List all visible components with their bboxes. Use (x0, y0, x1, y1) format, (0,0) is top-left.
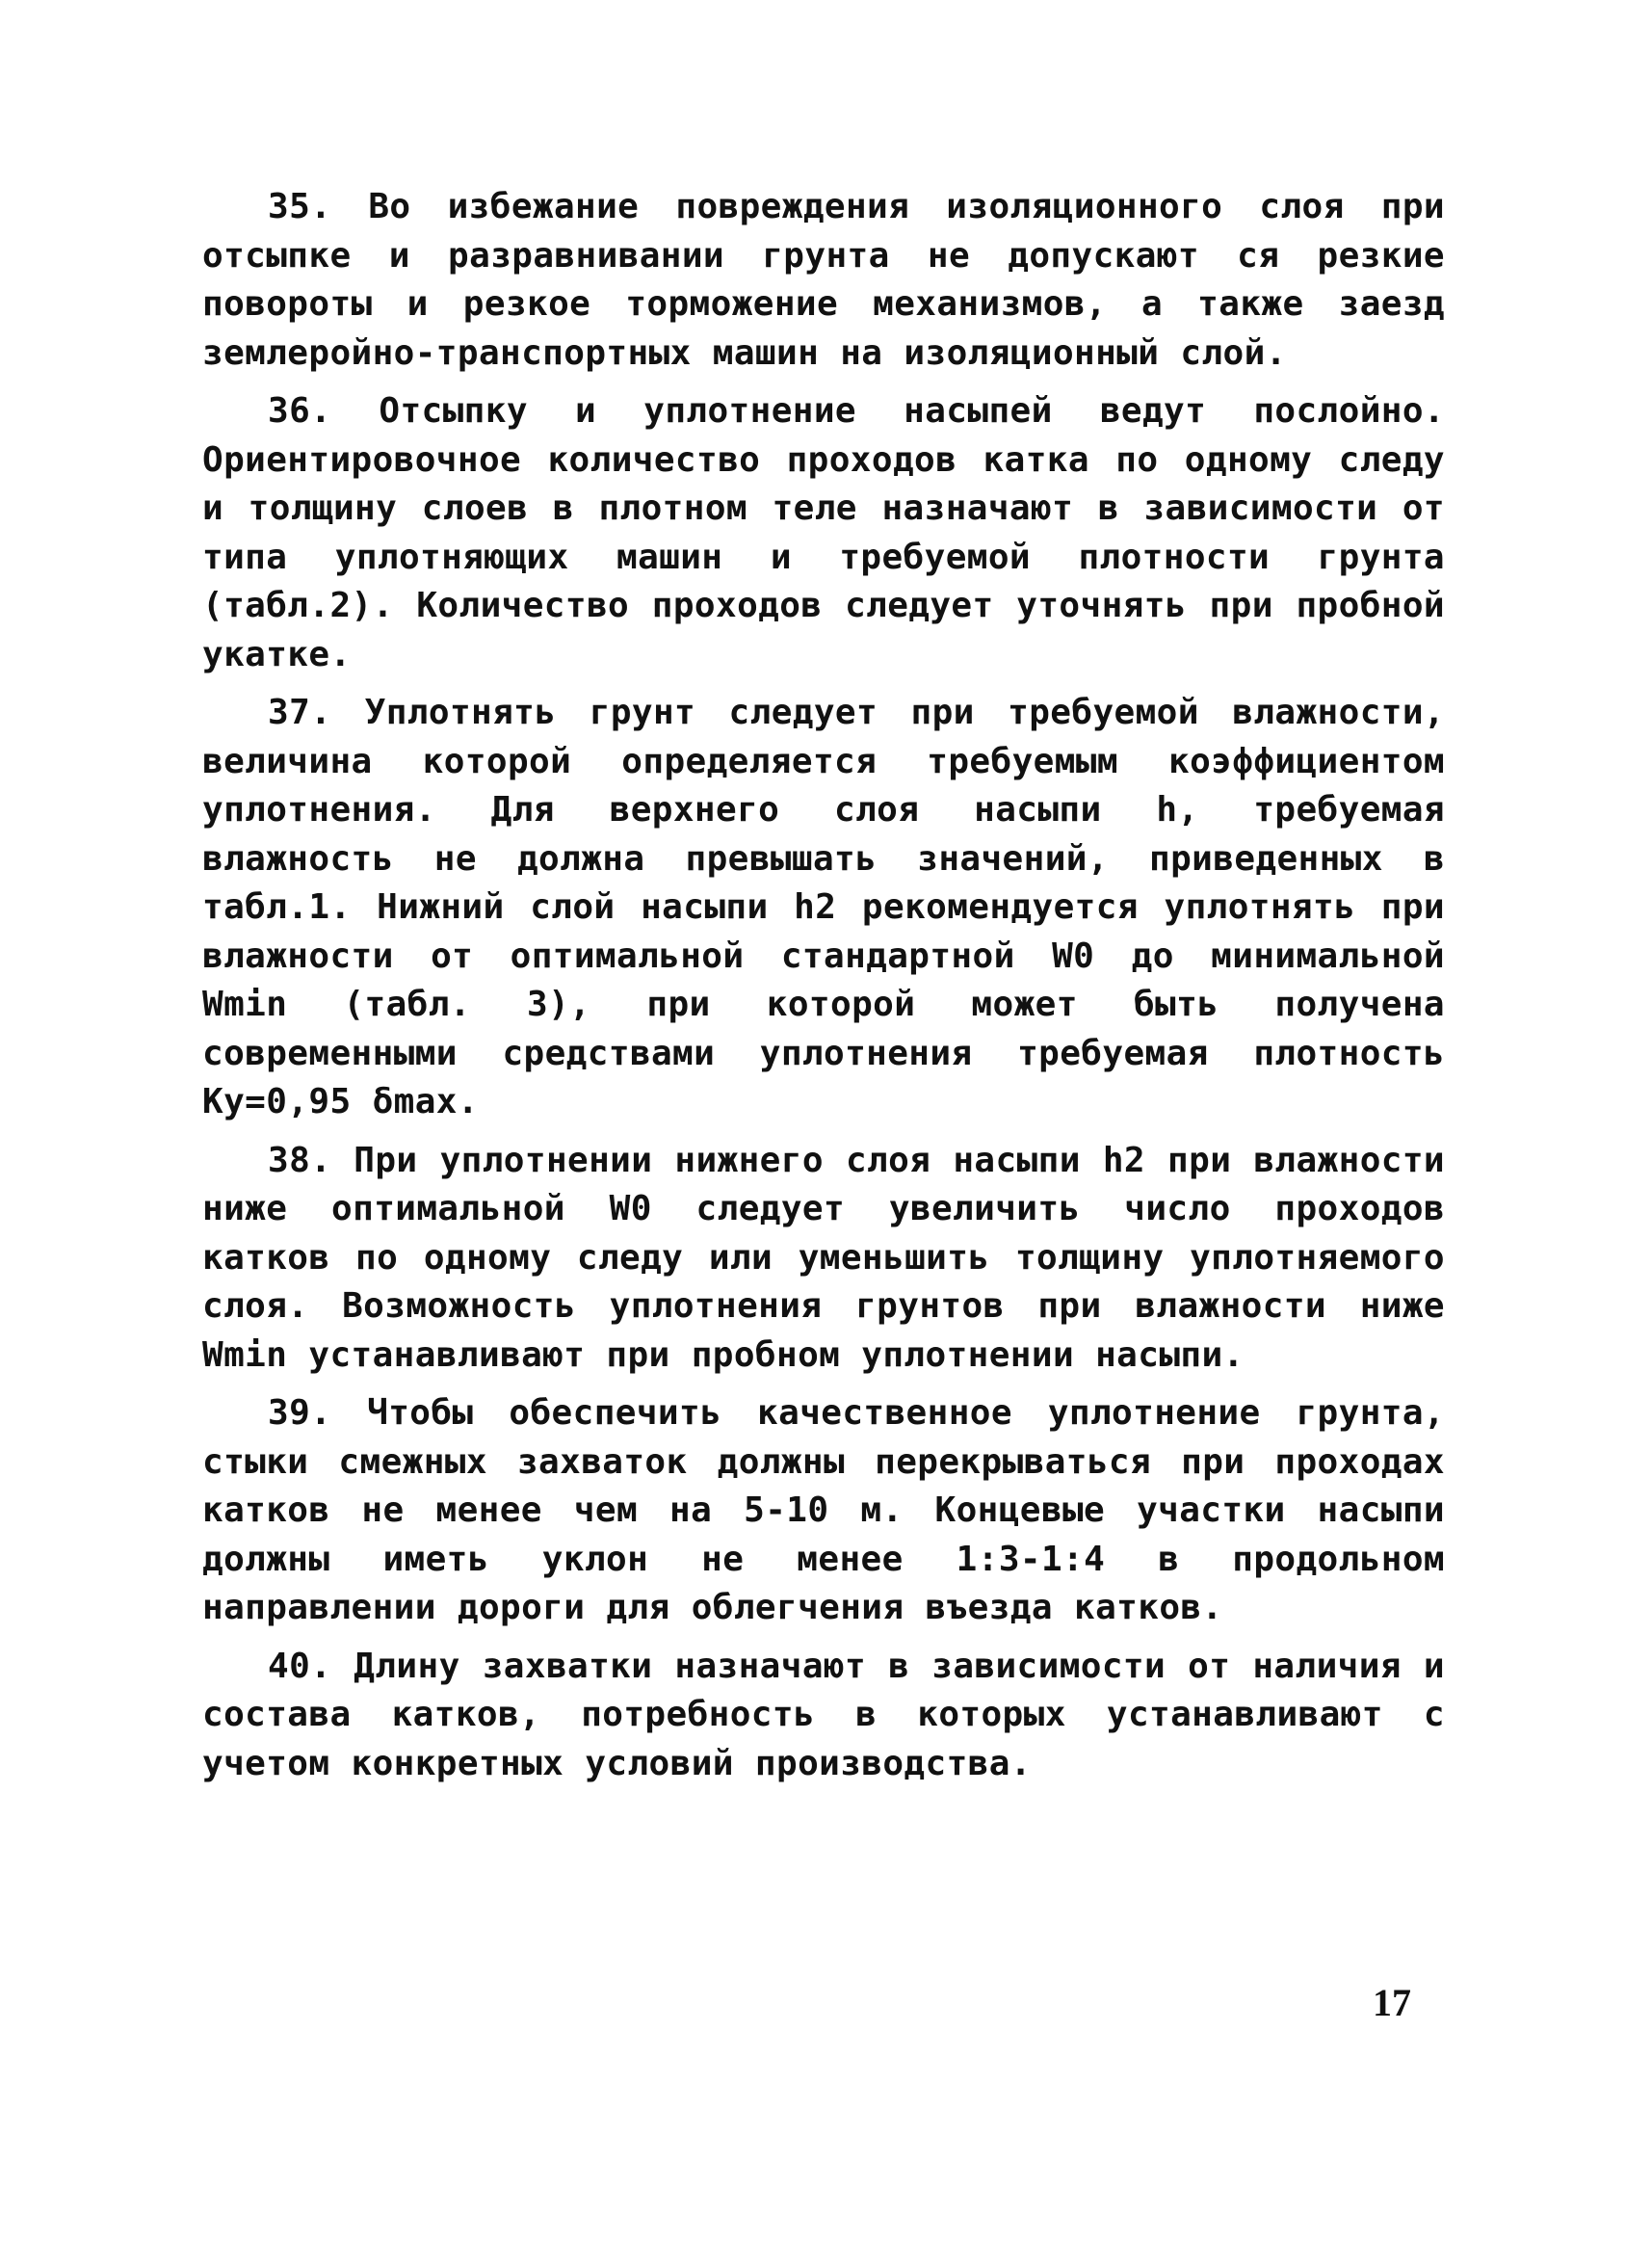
paragraph-38: 38. При уплотнении нижнего слоя насыпи h2 при влажности ниже оптимальной W0 следует увеличить число проходов катков по одному следу или уменьшить толщину уплотняемого слоя. Возможность уплотнения грунтов при влажности ниже Wmin устанавливают при пробном уплотнении насыпи. (202, 1140, 1445, 1375)
paragraph-37: 37. Уплотнять грунт следует при требуемой влажности, величина которой определяется требуемым коэффициентом уплотнения. Для верхнего слоя насыпи h, требуемая влажность не должна превышать значений, приведенных в табл.1. Нижний слой насыпи h2 рекомендуется уплотнять при влажности от оптимальной стандартной W0 до минимальной Wmin (табл. 3), при которой может быть получена современными средствами уплотнения требуемая плотность Ky=0,95 δmax. (202, 693, 1445, 1121)
paragraph-40: 40. Длину захватки назначают в зависимости от наличия и состава катков, потребность в которых устанавливают с учетом конкретных условий производства. (202, 1646, 1445, 1783)
page-number: 17 (1373, 1981, 1411, 2024)
document-page (202, 183, 1445, 1798)
paragraph-35: 35. Во избежание повреждения изоляционного слоя при отсыпке и разравнивании грунта не допускают ся резкие повороты и резкое торможение механизмов, а также заезд землеройно-транспортных машин на изоляционный слой. (202, 187, 1445, 373)
paragraph-39: 39. Чтобы обеспечить качественное уплотнение грунта, стыки смежных захваток должны перекрываться при проходах катков не менее чем на 5-10 м. Концевые участки насыпи должны иметь уклон не менее 1:3-1:4 в продольном направлении дороги для облегчения въезда катков. (202, 1393, 1445, 1627)
paragraph-36: 36. Отсыпку и уплотнение насыпей ведут послойно. Ориентировочное количество проходов катка по одному следу и толщину слоев в плотном теле назначают в зависимости от типа уплотняющих машин и требуемой плотности грунта (табл.2). Количество проходов следует уточнять при пробной укатке. (202, 391, 1445, 674)
